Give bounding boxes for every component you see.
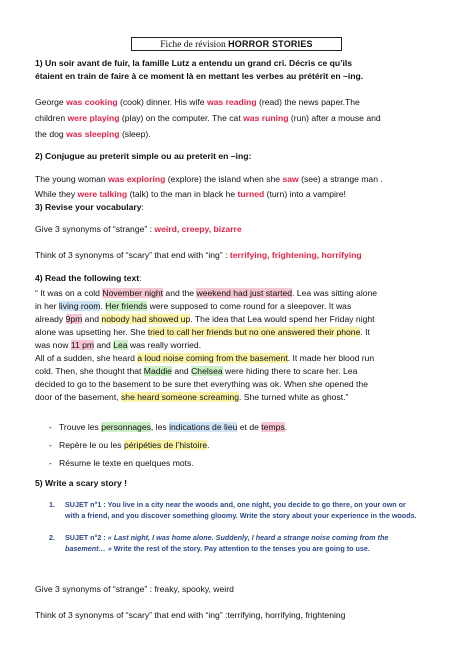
text: SUJET n°2 : — [65, 533, 108, 542]
sujet-1 — [49, 499, 445, 521]
time-indication: November night — [102, 288, 164, 298]
story-line — [35, 365, 445, 378]
footer-line: Think of 3 synonyms of “scary” that end with “ing” :terrifying, horrifying, frightening — [35, 610, 346, 620]
text: All of a sudden, she heard — [35, 353, 138, 363]
q4-heading — [35, 272, 445, 285]
answer-verb: saw — [282, 174, 299, 184]
question-1 — [35, 57, 445, 83]
text: were hiding there to scare her. Lea — [222, 366, 358, 376]
title-box — [131, 37, 342, 51]
story-text — [35, 287, 445, 404]
task-list — [35, 421, 445, 470]
text: in her — [35, 301, 59, 311]
sujet-2-line1 — [49, 532, 445, 543]
plot-event: nobody had showed up — [101, 314, 191, 324]
text: The young woman — [35, 174, 109, 184]
answer-verb: was runing — [243, 113, 289, 123]
vocab-line — [35, 249, 445, 262]
question-2 — [35, 150, 445, 163]
time-indication: weekend had just started — [196, 288, 293, 298]
story-line — [35, 339, 445, 352]
text: 3) Revise your vocabulary — [35, 202, 142, 212]
text: Give 3 synonyms of “strange” : — [35, 224, 155, 234]
q2-heading: 2) Conjugue au preterit simple ou au preterit en –ing: — [35, 151, 252, 161]
answer-text: terrifying, frightening, horrifying — [229, 250, 362, 260]
task-item: - Résume le texte en quelques mots. — [35, 457, 445, 470]
q1-answer-line — [35, 112, 445, 125]
text: (read) the news paper.The — [256, 97, 360, 107]
text: et de — [237, 422, 262, 432]
time-indication: 9pm — [65, 314, 83, 324]
sujet-1-line1 — [49, 499, 445, 510]
text: Trouve les — [59, 422, 102, 432]
sujet-2 — [49, 532, 445, 554]
text: SUJET n°1 : You live in a city near the woods and, one night, you decide to go there, on your own or — [65, 500, 406, 509]
footer-strange — [35, 583, 445, 596]
text: . — [284, 422, 288, 432]
story-line: decided to go to the basement to be sure thet everything was ok. When she opened the — [35, 379, 368, 389]
text: (cook) dinner. His wife — [117, 97, 207, 107]
text: alone was upsetting her. She — [35, 327, 148, 337]
q2-answer-line — [35, 173, 445, 186]
character: Her friends — [105, 301, 148, 311]
text: George — [35, 97, 67, 107]
answer-1 — [35, 96, 445, 141]
plot-event: tried to call her friends but no one answered their phone — [147, 327, 361, 337]
text: . — [207, 440, 210, 450]
text: cold. Then, she thought that — [35, 366, 144, 376]
q1-line2: étaient en train de faire à ce moment là en mettant les verbes au prétérit en –ing. — [35, 71, 364, 81]
answer-text: weird, creepy, bizarre — [154, 224, 242, 234]
time-indication: 11 pm — [70, 340, 95, 350]
text: temps — [261, 422, 285, 432]
text: (explore) the island when she — [165, 174, 283, 184]
answer-verb: were talking — [77, 189, 128, 199]
task-item — [35, 421, 445, 434]
text: (see) a strange man . — [298, 174, 383, 184]
text: péripéties de l’histoire — [123, 440, 208, 450]
story-line — [35, 352, 445, 365]
text: and — [94, 340, 114, 350]
text: and — [82, 314, 102, 324]
story-line — [35, 287, 445, 300]
vocabulary-strange — [35, 223, 445, 236]
text: (run) after a mouse and — [288, 113, 381, 123]
answer-verb: turned — [237, 189, 265, 199]
plot-event: she heard someone screaming — [121, 392, 239, 402]
footer-scary — [35, 609, 445, 622]
sujet-2-line2 — [49, 543, 445, 554]
text: (sleep). — [119, 129, 151, 139]
task-item — [35, 439, 445, 452]
answer-verb: was exploring — [108, 174, 166, 184]
question-5 — [35, 477, 445, 490]
q1-answer-line — [35, 128, 445, 141]
text: and the — [163, 288, 197, 298]
text: children — [35, 113, 68, 123]
q1-line1: 1) Un soir avant de fuir, la famille Lutz a entendu un grand cri. Décris ce qu’ils — [35, 58, 353, 68]
text: While they — [35, 189, 78, 199]
text: « Last night, I was home alone. Suddenly, I heard a strange noise coming from the — [107, 533, 389, 542]
answer-2 — [35, 173, 445, 214]
story-line — [35, 313, 445, 326]
text: and — [171, 366, 192, 376]
text: (talk) to the man in black he — [127, 189, 238, 199]
plot-event: a loud noise coming from the basement — [137, 353, 288, 363]
text: . It — [360, 327, 370, 337]
place-indication: living room — [58, 301, 101, 311]
text: 4) Read the following text — [35, 273, 140, 283]
text: : — [141, 202, 144, 212]
text: Think of 3 synonyms of “scary” that end with “ing” : — [35, 250, 230, 260]
text: basement… » — [65, 544, 112, 553]
text: , les — [150, 422, 170, 432]
character: Chelsea — [191, 366, 223, 376]
text: : — [139, 273, 142, 283]
text: (turn) into a vampire! — [264, 189, 346, 199]
text: . — [100, 301, 106, 311]
answer-verb: was cooking — [66, 97, 118, 107]
list-number: 1. — [49, 500, 55, 509]
text: were supposed to come round for a sleepover. It was — [147, 301, 352, 311]
text: (play) on the computer. The cat — [119, 113, 244, 123]
vocab-line — [35, 223, 445, 236]
sujet-1-line2: with a friend, and you discover something gloomy. Write the story about your experience in the woods. — [65, 511, 417, 520]
answer-verb: were playing — [67, 113, 120, 123]
story-line — [35, 391, 445, 404]
character: Maddie — [143, 366, 172, 376]
answer-verb: was sleeping — [66, 129, 120, 139]
story-line — [35, 300, 445, 313]
text: the dog — [35, 129, 67, 139]
q1-answer-line — [35, 96, 445, 109]
text: door of the basement, — [35, 392, 121, 402]
text: indications de lieu — [169, 422, 238, 432]
footer-line: Give 3 synonyms of “strange” : freaky, spooky, weird — [35, 584, 234, 594]
list-number: 2. — [49, 533, 55, 542]
vocabulary-scary — [35, 249, 445, 262]
text: . She turned white as ghost.” — [239, 392, 349, 402]
text: Write the rest of the story. Pay attention to the tenses you are going to use. — [111, 544, 370, 553]
character: Lea — [113, 340, 128, 350]
q5-heading: 5) Write a scary story ! — [35, 478, 128, 488]
story-line — [35, 326, 445, 339]
question-4 — [35, 272, 445, 285]
text: was really worried. — [127, 340, 202, 350]
task-bullets — [35, 421, 445, 470]
text: . Lea was sitting alone — [292, 288, 378, 298]
text: “ It was on a cold — [35, 288, 103, 298]
title-prefix: Fiche de révision — [160, 40, 229, 50]
q3-heading — [35, 201, 445, 214]
text: Repère le ou les — [59, 440, 124, 450]
text: . It made her blood run — [287, 353, 375, 363]
title-main: HORROR STORIES — [228, 39, 313, 49]
text: . The idea that Lea would spend her Friday night — [190, 314, 375, 324]
text: already — [35, 314, 66, 324]
answer-verb: was reading — [206, 97, 257, 107]
text: personnages — [101, 422, 151, 432]
q2-answer-line — [35, 188, 445, 201]
text: was now — [35, 340, 71, 350]
